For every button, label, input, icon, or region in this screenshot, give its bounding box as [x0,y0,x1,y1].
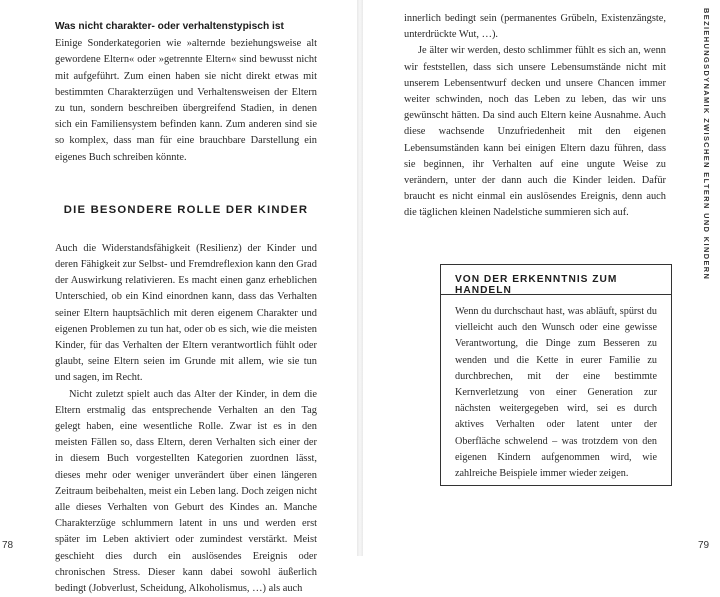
running-head: BEZIEHUNGSDYNAMIK ZWISCHEN ELTERN UND KINDERN [702,8,711,281]
paragraph: innerlich bedingt sein (permanentes Grübeln, Existenzängste, unterdrückte Wut, …). [404,13,666,41]
info-box-title: VON DER ERKENNTNIS ZUM HANDELN [455,274,618,296]
paragraph: Auch die Widerstandsfähigkeit (Resilienz) der Kinder und deren Fähigkeit zur Selbst- und Fremdreflexion kann den Grad der Auswirkung relativieren. Es macht einen ganz erheblichen Unterschied, ob ein Kind einordnen kann, dass das Verhalten seiner Eltern hauptsächlich mit deren eigenem Charakter und eigenen Problemen zu tun hat, oder ob es sich, wie die meisten Kinder, für das Verhalten der Eltern verantwortlich fühlt oder glaubt, seine Eltern seien im Grunde mit allem, wie sie tun und sagen, im Recht. [55,242,317,384]
page-number-left: 78 [2,540,14,551]
paragraph: Einige Sonderkategorien wie »alternde beziehungsweise alt gewordene Eltern« oder »getrennte Eltern« sind bewusst nicht mit aufgeführt. Zum einen haben sie nicht direkt etwas mit bestimmten Charakterzügen und Verhaltensweisen der Eltern zu tun, sondern beschreiben übergreifend Stadien, in denen sich ein Familiensystem befinden kann. Zum anderen sind sie so komplex, dass man für eine brauchbare Darstellung ein eigenes Buch schreiben könnte. [55,38,317,163]
paragraph: Nicht zuletzt spielt auch das Alter der Kinder, in dem die Eltern erstmalig das entsprechende Verhalten an den Tag gelegt haben, eine wesentliche Rolle. Zwar ist es in den meisten Fällen so, dass Eltern, deren Verhalten sich einer der in diesem Buch vorgestellten Kategorien zuordnen lässt, dieses mehr oder weniger unverändert über einen längeren Zeitraum beibehalten, meist ein Leben lang. Doch zeigen nicht alle dieses Verhalten von Geburt des Kindes an. Manche Charakterzüge schlummern latent in uns und werden erst später im Leben aktiviert oder zumindest verstärkt. Meist geschieht dies durch ein auslösendes Ereignis oder chronischen Stress. Dieser kann dabei sowohl äußerlich bedingt (Jobverlust, Scheidung, Alkoholismus, …) als auch [55,388,317,595]
info-box-divider [441,294,671,295]
paragraph: Je älter wir werden, desto schlimmer fühlt es sich an, wenn wir feststellen, dass sich unsere Lebensumstände nicht mit unserem Lebensentwurf decken und unsere Chancen immer weiter schwinden, noch das Leben zu leben, das wir uns gewünscht hätten. Da sind auch Eltern keine Ausnahme. Auch diese wachsende Unzufriedenheit mit den eigenen Lebensumständen kann bei einigen Eltern dazu führen, dass sie beginnen, ihr Verhalten auf eine ungute Weise zu verändern, unter der dann auch die Kinder leiden. Dafür braucht es nicht einmal ein auslösendes Ereignis, denn auch die täglichen kleinen Nadelstiche summieren sich auf. [404,45,666,219]
left-text-column [55,19,317,597]
section-title: DIE BESONDERE ROLLE DER KINDER [63,203,309,216]
info-box-text: Wenn du durchschaut hast, was abläuft, spürst du vielleicht auch den Wunsch oder eine gewisse Verantwortung, die Dinge zum Besseren zu wenden und die Kette in eurer Familie zu durchbrechen, mit der eine bestimmte Kernverletzung von einer Generation zur nächsten weitergegeben wird, sei es durch aktives Verhalten oder latent unter der Oberfläche schwelend – was trotzdem von den eigenen Kindern aufgenommen wird, wie zahlreiche Beispiele immer wieder zeigen. [455,306,657,480]
info-box [440,264,672,486]
subheading: Was nicht charakter- oder verhaltenstypisch ist [55,21,284,32]
page-number-right: 79 [698,540,710,551]
left-page [0,0,357,595]
right-text-column [404,11,666,222]
